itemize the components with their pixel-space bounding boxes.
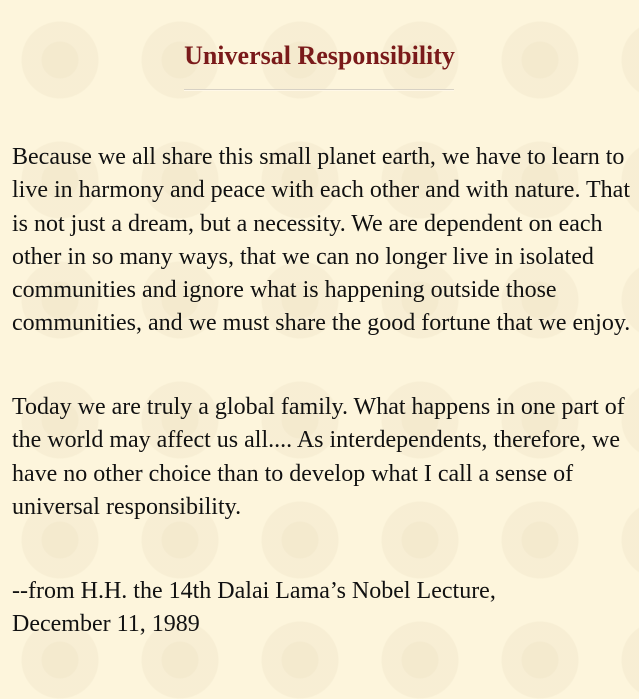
title-divider	[184, 89, 454, 91]
attribution-source: --from H.H. the 14th Dalai Lama’s Nobel Lecture,	[12, 578, 496, 604]
attribution	[12, 575, 632, 642]
attribution-date: December 11, 1989	[12, 611, 200, 638]
body-paragraph-1: Because we all share this small planet earth, we have to learn to live in harmony and peace with each other and with nature. That is not just a dream, but a necessity. We are dependent on each other in so many ways, that we can no longer live in isolated communities and ignore what is happening outside those communities, and we must share the good fortune that we enjoy.	[12, 144, 631, 337]
page-title: Universal Responsibility	[184, 41, 455, 70]
body-paragraph-2: Today we are truly a global family. What happens in one part of the world may affect us all.... As interdependents, therefore, we have no other choice than to develop what I call a sense of universal responsibility.	[12, 394, 625, 520]
